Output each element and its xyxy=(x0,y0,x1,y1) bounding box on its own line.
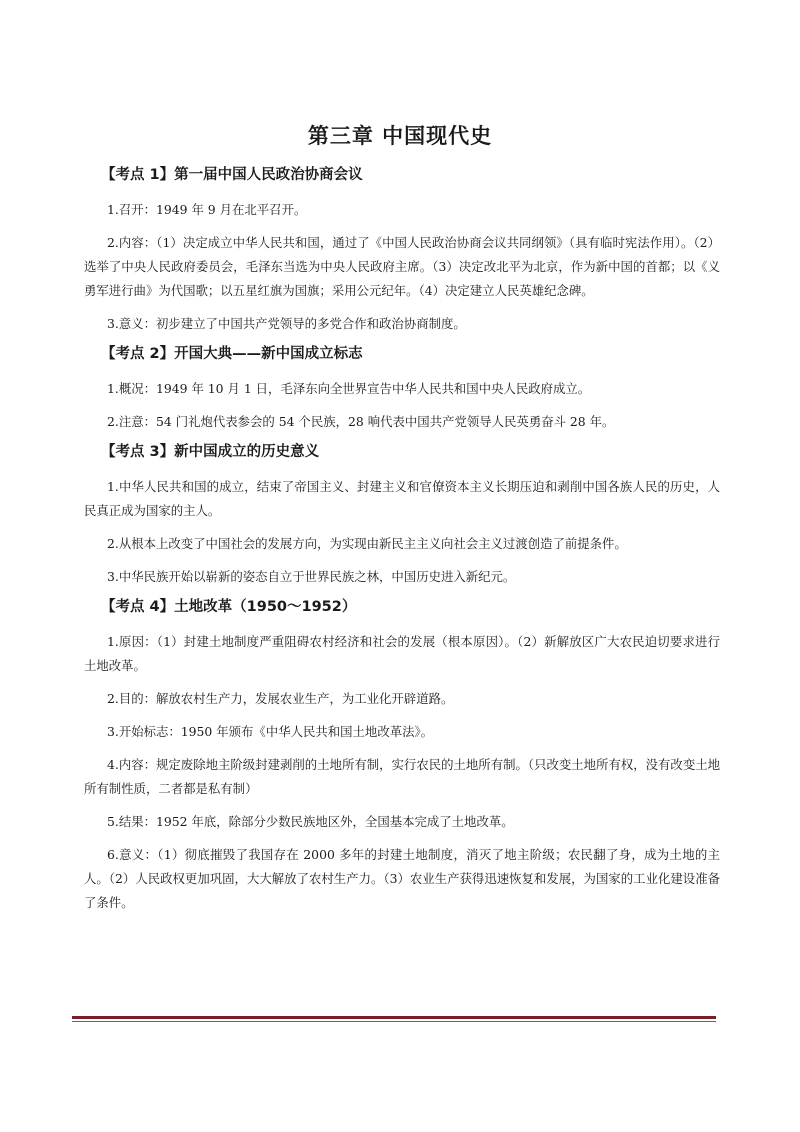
chapter-title: 第三章 中国现代史 xyxy=(307,124,493,148)
section-heading: 【考点 1】第一届中国人民政治协商会议 xyxy=(101,167,363,183)
section-kaodian-4 xyxy=(84,598,720,915)
footer-divider-thin xyxy=(72,1021,716,1022)
paragraph: 3.意义：初步建立了中国共产党领导的多党合作和政治协商制度。 xyxy=(107,316,466,331)
paragraph: 1.概况：1949 年 10 月 1 日，毛泽东向全世界宣告中华人民共和国中央人民政府成立。 xyxy=(107,381,591,396)
paragraph: 1.原因：（1）封建土地制度严重阻碍农村经济和社会的发展（根本原因）。（2）新解放区广大农民迫切要求进行土地改革。 xyxy=(84,634,720,673)
paragraph: 5.结果：1952 年底，除部分少数民族地区外，全国基本完成了土地改革。 xyxy=(107,814,514,829)
paragraph: 4.内容：规定废除地主阶级封建剥削的土地所有制，实行农民的土地所有制。（只改变土地所有权，没有改变土地所有制性质，二者都是私有制） xyxy=(84,757,720,796)
section-kaodian-1 xyxy=(84,166,720,336)
paragraph: 2.注意：54 门礼炮代表参会的 54 个民族，28 响代表中国共产党领导人民英勇奋斗 28 年。 xyxy=(107,414,615,429)
document-content xyxy=(84,166,720,924)
footer-divider xyxy=(72,1016,716,1019)
paragraph: 6.意义：（1）彻底摧毁了我国存在 2000 多年的封建土地制度，消灭了地主阶级；农民翻了身，成为土地的主人。（2）人民政权更加巩固，大大解放了农村生产力。（3）农业生产获得迅速恢复和发展，为国家的工业化建设准备了条件。 xyxy=(84,847,720,910)
paragraph: 3.中华民族开始以崭新的姿态自立于世界民族之林，中国历史进入新纪元。 xyxy=(107,569,516,584)
paragraph: 1.中华人民共和国的成立，结束了帝国主义、封建主义和官僚资本主义长期压迫和剥削中国各族人民的历史，人民真正成为国家的主人。 xyxy=(84,479,720,518)
section-heading: 【考点 4】土地改革（1950～1952） xyxy=(101,599,357,615)
paragraph: 2.目的：解放农村生产力，发展农业生产，为工业化开辟道路。 xyxy=(107,691,454,706)
section-kaodian-3 xyxy=(84,443,720,589)
section-heading: 【考点 2】开国大典——新中国成立标志 xyxy=(101,346,363,362)
paragraph: 2.内容：（1）决定成立中华人民共和国，通过了《中国人民政治协商会议共同纲领》（具有临时宪法作用）。（2）选举了中央人民政府委员会，毛泽东当选为中央人民政府主席。（3）决定改北平为北京，作为新中国的首都；以《义勇军进行曲》为代国歌；以五星红旗为国旗；采用公元纪年。（4）决定建立人民英雄纪念碑。 xyxy=(84,235,720,298)
paragraph: 1.召开：1949 年 9 月在北平召开。 xyxy=(107,202,307,217)
paragraph: 3.开始标志：1950 年颁布《中华人民共和国土地改革法》。 xyxy=(107,724,434,739)
paragraph: 2.从根本上改变了中国社会的发展方向，为实现由新民主主义向社会主义过渡创造了前提条件。 xyxy=(107,536,627,551)
section-kaodian-2 xyxy=(84,345,720,434)
section-heading: 【考点 3】新中国成立的历史意义 xyxy=(101,444,320,460)
